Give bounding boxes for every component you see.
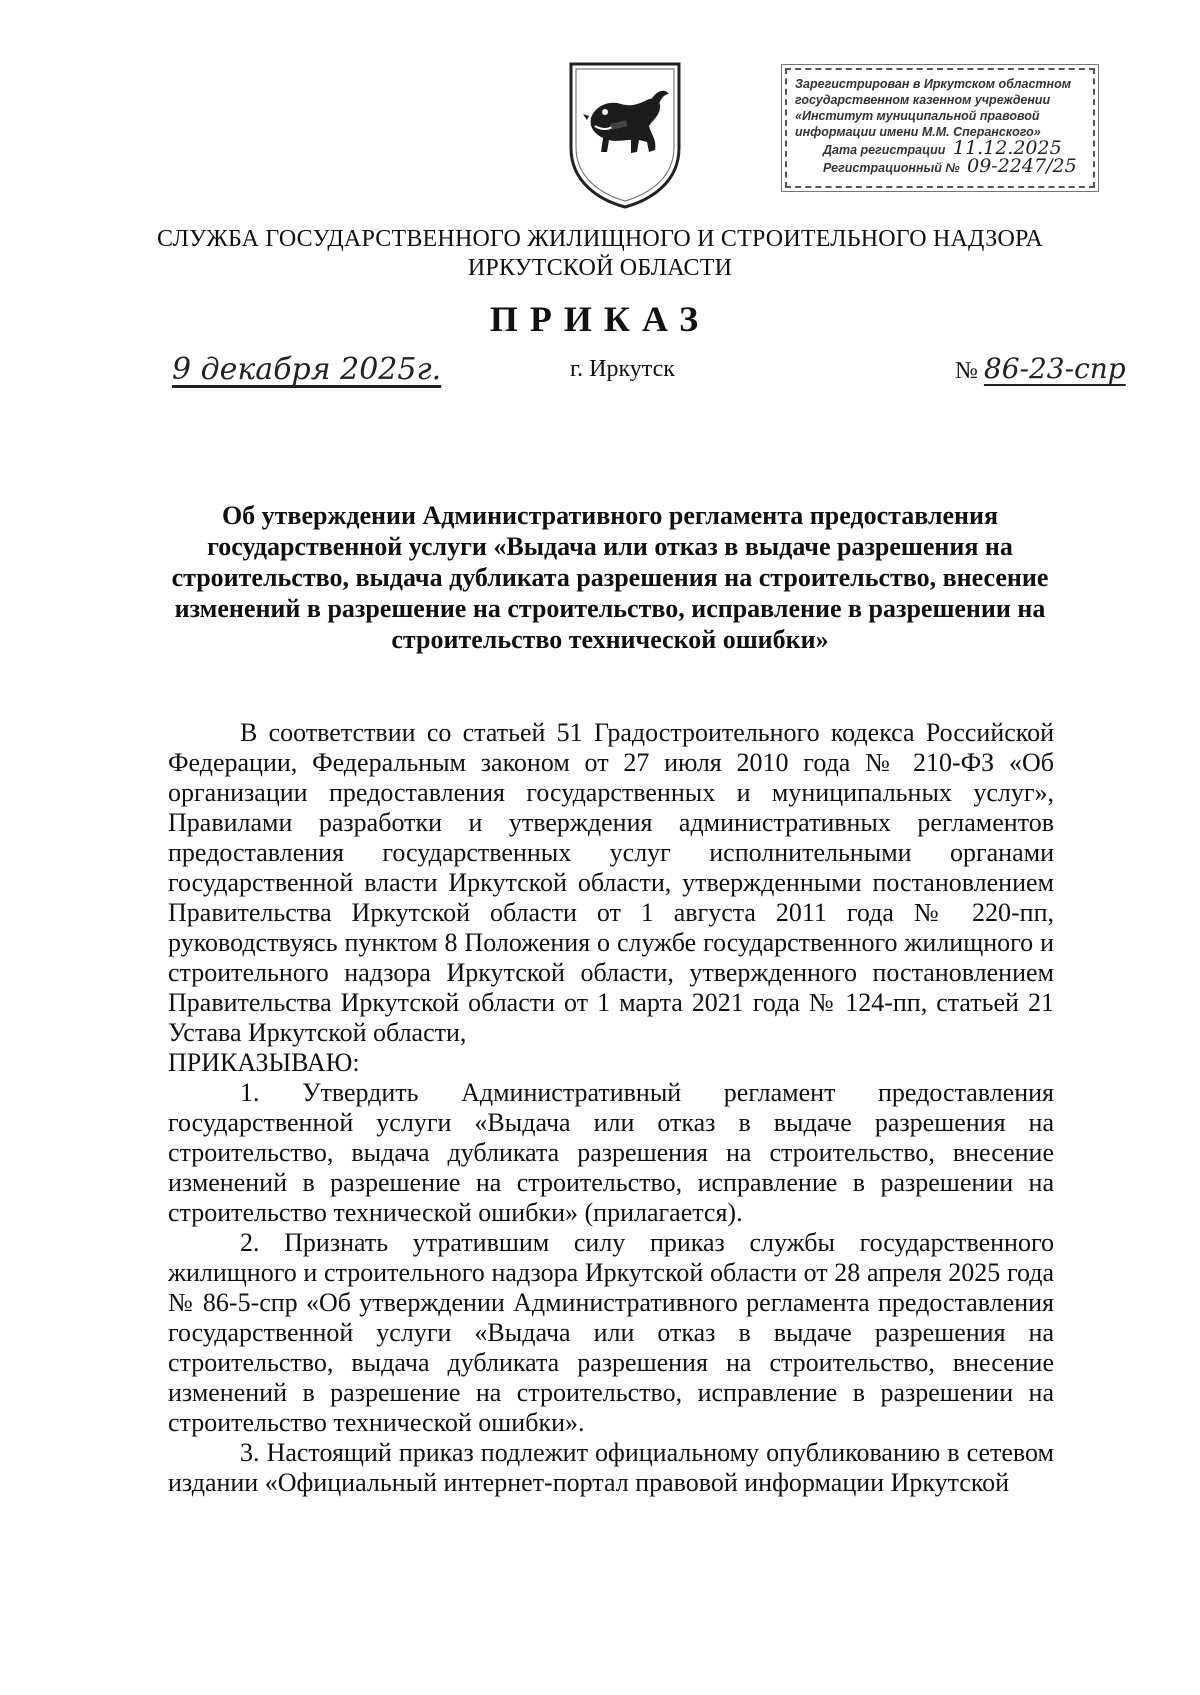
order-body bbox=[168, 718, 1054, 1498]
order-word: ПРИКАЗЫВАЮ: bbox=[168, 1048, 360, 1077]
order-item-2: 2. Признать утратившим силу приказ службы государственного жилищного и строительного надзора Иркутской области от 28 апреля 2025 года № 86-5-спр «Об утверждении Административного регламента предоставления государственной услуги «Выдача или отказ в выдаче разрешения на строительство, выдача дубликата разрешения на строительство, внесение изменений в разрешение на строительство, исправление в разрешении на строительство технической ошибки». bbox=[168, 1228, 1054, 1437]
order-heading: Об утверждении Административного регламента предоставления государственной услуги «Выдача или отказ в выдаче разрешения на строительство, выдача дубликата разрешения на строительство, внесение изменений в разрешение на строительство, исправление в разрешении на строительство технической ошибки» bbox=[171, 501, 1049, 654]
stamp-number-row bbox=[795, 158, 1085, 176]
document-type-title: ПРИКАЗ bbox=[489, 299, 711, 339]
organization-name bbox=[0, 225, 1200, 283]
stamp-line: информации имени М.М. Сперанского» bbox=[795, 125, 1041, 139]
document-city: г. Иркутск bbox=[570, 356, 675, 382]
stamp-line: Зарегистрирован в Иркутском областном bbox=[795, 77, 1071, 91]
stamp-date-row bbox=[795, 140, 1085, 158]
stamp-number-value: 09-2247/25 bbox=[963, 158, 1081, 176]
document-number bbox=[955, 352, 1126, 385]
order-item-3: 3. Настоящий приказ подлежит официальному опубликованию в сетевом издании «Официальный интернет-портал правовой информации Иркутской bbox=[168, 1438, 1054, 1497]
stamp-number-label: Регистрационный № bbox=[823, 161, 960, 175]
organization-name-line: ИРКУТСКОЙ ОБЛАСТИ bbox=[467, 255, 733, 281]
organization-name-line: СЛУЖБА ГОСУДАРСТВЕННОГО ЖИЛИЩНОГО И СТРОИТЕЛЬНОГО НАДЗОРА bbox=[157, 226, 1043, 252]
stamp-date-value: 11.12.2025 bbox=[949, 140, 1066, 158]
registration-stamp bbox=[785, 68, 1095, 188]
document-number-prefix: № bbox=[955, 358, 978, 384]
document-number-handwritten: 86-23-спр bbox=[983, 352, 1126, 385]
stamp-date-label: Дата регистрации bbox=[823, 143, 946, 157]
document-date-handwritten: 9 декабря 2025г. bbox=[172, 352, 442, 387]
stamp-line: государственном казенном учреждении bbox=[795, 93, 1051, 107]
coat-of-arms-emblem bbox=[565, 60, 685, 210]
preamble-paragraph: В соответствии со статьей 51 Градостроительного кодекса Российской Федерации, Федеральным законом от 27 июля 2010 года № 210-ФЗ «Об организации предоставления государственных и муниципальных услуг», Правилами разработки и утверждения административных регламентов предоставления государственных услуг исполнительными органами государственной власти Иркутской области, утвержденными постановлением Правительства Иркутской области от 1 августа 2011 года № 220-пп, руководствуясь пунктом 8 Положения о службе государственного жилищного и строительного надзора Иркутской области, утвержденного постановлением Правительства Иркутской области от 1 марта 2021 года № 124-пп, статьей 21 Устава Иркутской области, bbox=[168, 718, 1054, 1047]
order-item-1: 1. Утвердить Административный регламент предоставления государственной услуги «Выдача или отказ в выдаче разрешения на строительство, выдача дубликата разрешения на строительство, внесение изменений в разрешение на строительство, исправление в разрешении на строительство технической ошибки» (прилагается). bbox=[168, 1078, 1054, 1227]
stamp-line: «Институт муниципальной правовой bbox=[795, 109, 1040, 123]
